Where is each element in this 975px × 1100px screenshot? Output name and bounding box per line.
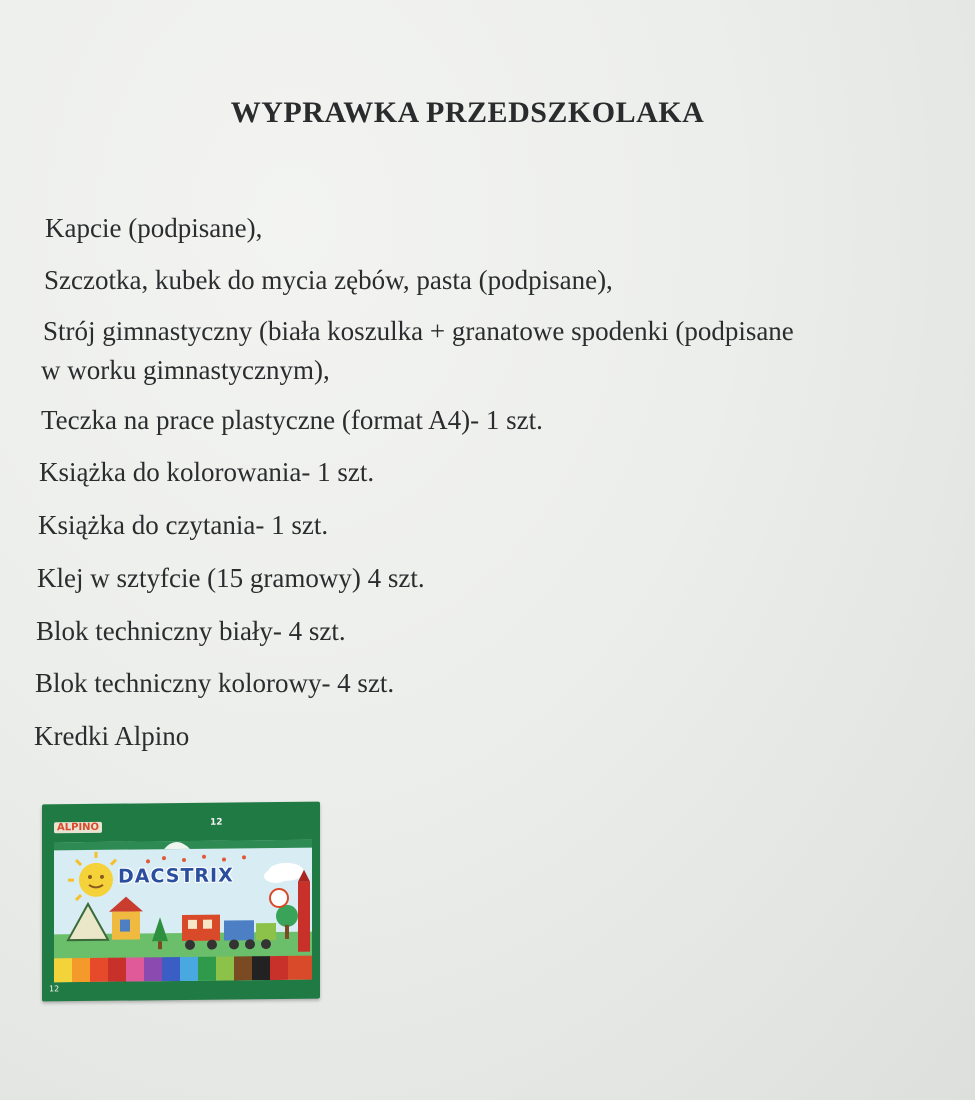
list-item: Książka do czytania- 1 szt. — [38, 510, 329, 540]
pack-count-bottom: 12 — [49, 984, 60, 994]
crayon-box-image — [42, 802, 320, 1002]
list-item: Teczka na prace plastyczne (format A4)- 1 szt. — [41, 405, 543, 435]
list-item: Klej w sztyfcie (15 gramowy) 4 szt. — [37, 563, 425, 593]
brand-logo: ALPINO — [54, 822, 102, 834]
list-item: Książka do kolorowania- 1 szt. — [39, 457, 375, 487]
list-item: Blok techniczny kolorowy- 4 szt. — [35, 668, 395, 698]
box-illustration — [54, 840, 312, 983]
list-item: Kapcie (podpisane), — [45, 213, 263, 243]
list-item: Strój gimnastyczny (biała koszulka + granatowe spodenki (podpisane — [43, 316, 794, 346]
list-item: Szczotka, kubek do mycia zębów, pasta (podpisane), — [44, 265, 613, 295]
product-name-label: DACSTRIX — [118, 864, 234, 888]
list-item: w worku gimnastycznym), — [41, 355, 330, 385]
document-title: WYPRAWKA PRZEDSZKOLAKA — [230, 96, 705, 129]
list-item: Blok techniczny biały- 4 szt. — [36, 616, 346, 646]
list-item: Kredki Alpino — [34, 721, 190, 751]
pack-count-label: 12 — [210, 817, 223, 828]
